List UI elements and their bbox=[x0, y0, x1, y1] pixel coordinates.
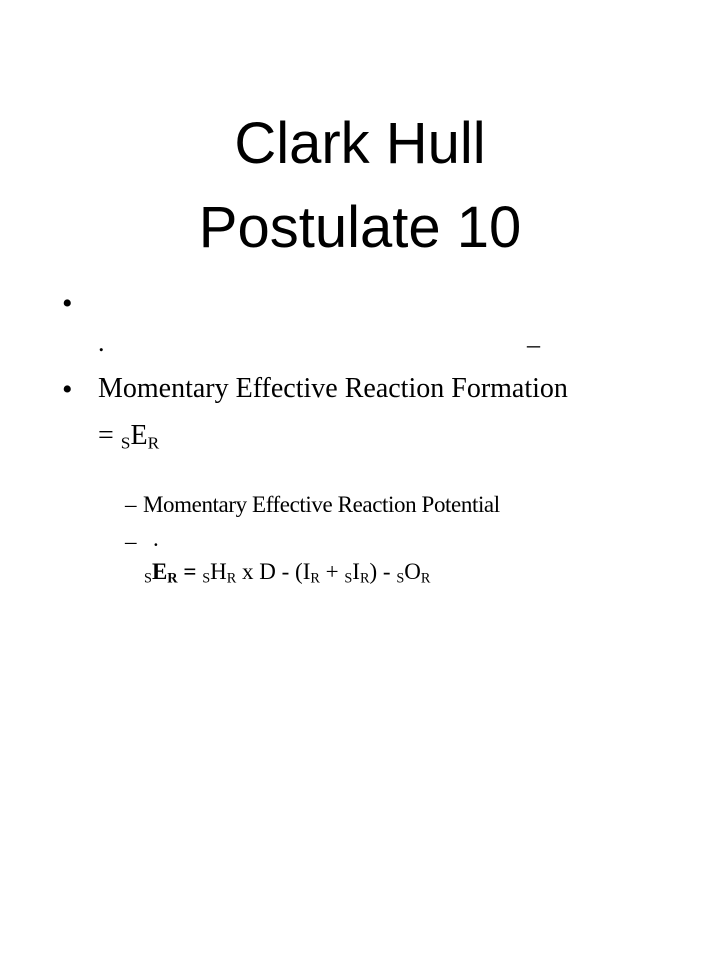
formula-xd: x D - (I bbox=[236, 559, 311, 584]
formula-i: I bbox=[352, 559, 360, 584]
sub-dash-2: – bbox=[125, 529, 137, 554]
formula-sub-r: R bbox=[226, 570, 237, 587]
subscript-s: S bbox=[120, 433, 131, 453]
sub-dash-1: – bbox=[125, 492, 137, 517]
formula-sub-r: R bbox=[310, 570, 320, 587]
bullet-marker: • bbox=[62, 373, 73, 406]
stray-period: . bbox=[98, 328, 105, 357]
formula-sub-r: R bbox=[420, 570, 431, 587]
sub-period: . bbox=[153, 526, 159, 551]
formula-sub-r: R bbox=[359, 570, 370, 587]
formula-plus: + bbox=[319, 559, 345, 584]
formula-close: ) - bbox=[369, 559, 397, 584]
bullet-equation bbox=[98, 420, 160, 453]
formula-sub-s: S bbox=[202, 570, 211, 587]
bullet-marker-empty: • bbox=[62, 287, 73, 320]
subscript-r: R bbox=[147, 433, 160, 453]
title-line-2: Postulate 10 bbox=[198, 195, 522, 260]
formula-o: O bbox=[404, 559, 421, 584]
formula-sub-r: R bbox=[167, 570, 178, 587]
sub-item-text: Momentary Effective Reaction Potential bbox=[143, 492, 500, 517]
formula-h: H bbox=[210, 559, 227, 584]
formula-equals: = bbox=[177, 559, 203, 584]
equals-sign: = bbox=[98, 420, 114, 451]
bullet-text: Momentary Effective Reaction Formation bbox=[98, 373, 568, 404]
formula-sub-s: S bbox=[344, 570, 353, 587]
title-line-1: Clark Hull bbox=[234, 111, 486, 176]
formula bbox=[144, 559, 431, 587]
formula-sub-s: S bbox=[144, 570, 152, 587]
slide-title bbox=[0, 102, 720, 270]
formula-e: E bbox=[151, 559, 168, 584]
stray-underscore: _ bbox=[527, 321, 540, 350]
letter-e: E bbox=[130, 420, 148, 451]
formula-sub-s: S bbox=[396, 570, 405, 587]
